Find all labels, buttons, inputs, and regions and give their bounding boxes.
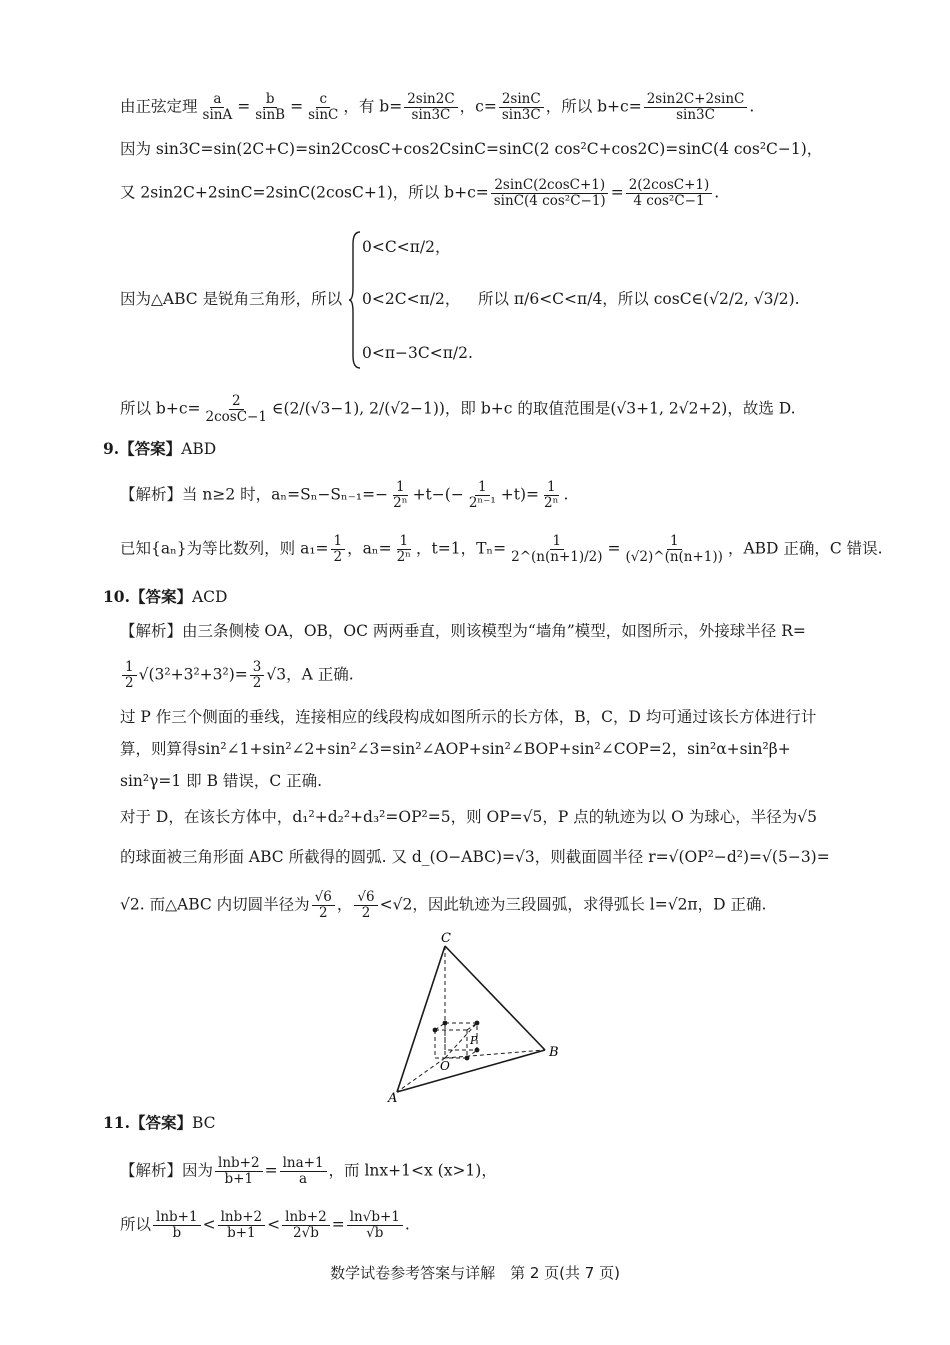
case-1: 0<C<π/2， bbox=[362, 238, 451, 256]
fraction: $\frac{1}{2}$ bbox=[122, 660, 137, 691]
fraction: $\frac{1}{\text{2ⁿ⁻¹}}$ bbox=[468, 479, 496, 511]
fraction: $\frac{\ln b+2}{b+1}$ bbox=[215, 1156, 263, 1187]
fraction: $\frac{2\sin 2C}{\sin 3C}$ bbox=[404, 92, 457, 123]
q8-cases-lead: 因为△ABC 是锐角三角形，所以 bbox=[120, 290, 343, 308]
fraction: $\frac{2\sin C}{\sin 3C}$ bbox=[499, 92, 544, 123]
label-a: A bbox=[388, 1091, 398, 1105]
edge-cb bbox=[445, 946, 545, 1050]
fraction: $\frac{\ln b+1}{b}$ bbox=[153, 1210, 201, 1241]
label-b: B bbox=[549, 1045, 559, 1060]
label-o: O bbox=[440, 1059, 450, 1073]
fraction: $\frac{\ln b+2}{2√b}$ bbox=[282, 1210, 330, 1241]
fraction: $\frac{b}{\sin B}$ bbox=[255, 91, 286, 123]
fraction: $\frac{1}{2}$ bbox=[331, 534, 346, 565]
fraction: $\frac{2\sin C(2\cos C+1)}{\text{sinC(4 cos²C−1)}}$ bbox=[491, 178, 609, 209]
q10-answer: 10.【答案】ACD bbox=[103, 587, 228, 606]
q9-analysis-2: 已知{aₙ}为等比数列，则 a₁= $\frac{1}{2}$ ，aₙ= $\frac{1}{\text{2ⁿ}}$ ，t=1，Tₙ= $\frac{1}{2\^{}(n(n+1)/2)}$ = $\frac{1}{(√2)\^{}(n(n+1))}$ ，ABD 正确，C 错误. bbox=[120, 533, 883, 565]
case-2: 0<2C<π/2， bbox=[362, 290, 461, 308]
q8-law-of-sines: 由正弦定理 $\frac{a}{\sin A}$ = $\frac{b}{\sin B}$ = $\frac{c}{\sin C}$ ，有 b= $\frac{2\sin 2C}{\sin 3C}$ ，c= $\frac{2\sin C}{\sin 3C}$ ，所以 b+c= $\frac{2\sin 2C+2\sin C}{\sin 3C}$ . bbox=[120, 91, 755, 123]
q10-analysis-5: sin²γ=1 即 B 错误，C 正确. bbox=[120, 772, 323, 790]
edge-oa bbox=[397, 1058, 445, 1092]
q11-answer: 11.【答案】BC bbox=[103, 1113, 216, 1132]
q8-sum-expression: 又 2sin2C+2sinC=2sinC(2cosC+1)，所以 b+c= $\frac{2\sin C(2\cos C+1)}{\text{sinC(4 cos²C−1)}}$ = $\frac{2(2\cos C+1)}{\text{4 cos²C−1}}$ . bbox=[120, 177, 720, 209]
fraction: $\frac{a}{\sin A}$ bbox=[202, 91, 233, 123]
fraction: $\frac{\ln a+1}{a}$ bbox=[280, 1156, 327, 1187]
fraction: $\frac{1}{(√2)\^{}(n(n+1))}$ bbox=[625, 533, 723, 565]
fraction: $\frac{1}{2\^{}(n(n+1)/2)}$ bbox=[511, 533, 603, 565]
tetrahedron-figure bbox=[380, 930, 580, 1105]
fraction: $\frac{c}{\sin C}$ bbox=[308, 91, 339, 123]
fraction: $\frac{1}{\text{2ⁿ}}$ bbox=[393, 479, 408, 511]
q11-analysis-2: 所以 $\frac{\ln b+1}{b}$ < $\frac{\ln b+2}{b+1}$ < $\frac{\ln b+2}{2√b}$ = $\frac{\ln√b+1}{√b}$ . bbox=[120, 1209, 410, 1241]
fraction: $\frac{\ln√b+1}{√b}$ bbox=[347, 1210, 403, 1241]
q8-cases-result: 所以 π/6<C<π/4，所以 cosC∈(√2/2, √3/2). bbox=[478, 290, 800, 308]
edge-ab bbox=[397, 1050, 545, 1092]
q10-analysis-2: $\frac{1}{2}$ √(3²+3²+3²)= $\frac{3}{2}$ √3，A 正确. bbox=[120, 660, 860, 691]
q10-analysis-1: 【解析】由三条侧棱 OA，OB，OC 两两垂直，则该模型为“墙角”模型，如图所示，外接球半径 R= bbox=[120, 622, 806, 640]
q10-analysis-7: 的球面被三角形面 ABC 所截得的圆弧. 又 d_(O−ABC)=√3，则截面圆半径 r=√(OP²−d²)=√(5−3)= bbox=[120, 848, 830, 866]
label-c: C bbox=[441, 931, 451, 946]
q10-analysis-4: 算，则算得sin²∠1+sin²∠2+sin²∠3=sin²∠AOP+sin²∠BOP+sin²∠COP=2，sin²α+sin²β+ bbox=[120, 740, 791, 758]
q9-answer: 9.【答案】ABD bbox=[103, 439, 217, 458]
label-p: P bbox=[470, 1034, 478, 1047]
q8-conclusion: 所以 b+c= $\frac{2}{2\cos C-1}$ ∈(2/(√3−1), 2/(√2−1))，即 b+c 的取值范围是(√3+1, 2√2+2)，故选 D. bbox=[120, 393, 796, 425]
fraction: $\frac{3}{2}$ bbox=[250, 660, 265, 691]
case-3: 0<π−3C<π/2. bbox=[362, 344, 473, 362]
q10-analysis-3: 过 P 作三个侧面的垂线，连接相应的线段构成如图所示的长方体，B，C，D 均可通过该长方体进行计 bbox=[120, 708, 817, 726]
fraction: $\frac{√6}{2}$ bbox=[354, 890, 377, 921]
fraction: $\frac{\ln b+2}{b+1}$ bbox=[218, 1210, 266, 1241]
q11-analysis-1: 【解析】因为 $\frac{\ln b+2}{b+1}$ = $\frac{\ln a+1}{a}$ ，而 lnx+1<x (x>1)， bbox=[120, 1155, 497, 1187]
fraction: $\frac{2\sin 2C+2\sin C}{\sin 3C}$ bbox=[644, 92, 748, 123]
page-footer: 数学试卷参考答案与详解 第 2 页(共 7 页) bbox=[330, 1264, 620, 1282]
q10-analysis-6: 对于 D，在该长方体中，d₁²+d₂²+d₃²=OP²=5，则 OP=√5，P 点的轨迹为以 O 为球心，半径为√5 bbox=[120, 808, 818, 826]
q9-analysis-1: 【解析】当 n≥2 时，aₙ=Sₙ−Sₙ₋₁=− $\frac{1}{\text{2ⁿ}}$ +t−(− $\frac{1}{\text{2ⁿ⁻¹}}$ +t)= $\frac{1}{\text{2ⁿ}}$ . bbox=[120, 479, 569, 511]
fraction: $\frac{1}{\text{2ⁿ}}$ bbox=[544, 479, 559, 511]
fraction: $\frac{1}{\text{2ⁿ}}$ bbox=[396, 533, 412, 565]
left-brace-icon bbox=[348, 230, 362, 370]
edge-ca bbox=[397, 946, 445, 1092]
fraction: $\frac{2(2\cos C+1)}{\text{4 cos²C−1}}$ bbox=[626, 178, 713, 209]
fraction: $\frac{2}{2\cos C-1}$ bbox=[205, 393, 267, 425]
q10-analysis-8: √2. 而△ABC 内切圆半径为 $\frac{√6}{2}$ ， $\frac{√6}{2}$ <√2，因此轨迹为三段圆弧，求得弧长 l=√2π，D 正确. bbox=[120, 889, 767, 921]
q8-sin3c-expansion: 因为 sin3C=sin(2C+C)=sin2CcosC+cos2CsinC=sinC(2 cos²C+cos2C)=sinC(4 cos²C−1)， bbox=[120, 140, 823, 158]
fraction: $\frac{√6}{2}$ bbox=[312, 890, 335, 921]
